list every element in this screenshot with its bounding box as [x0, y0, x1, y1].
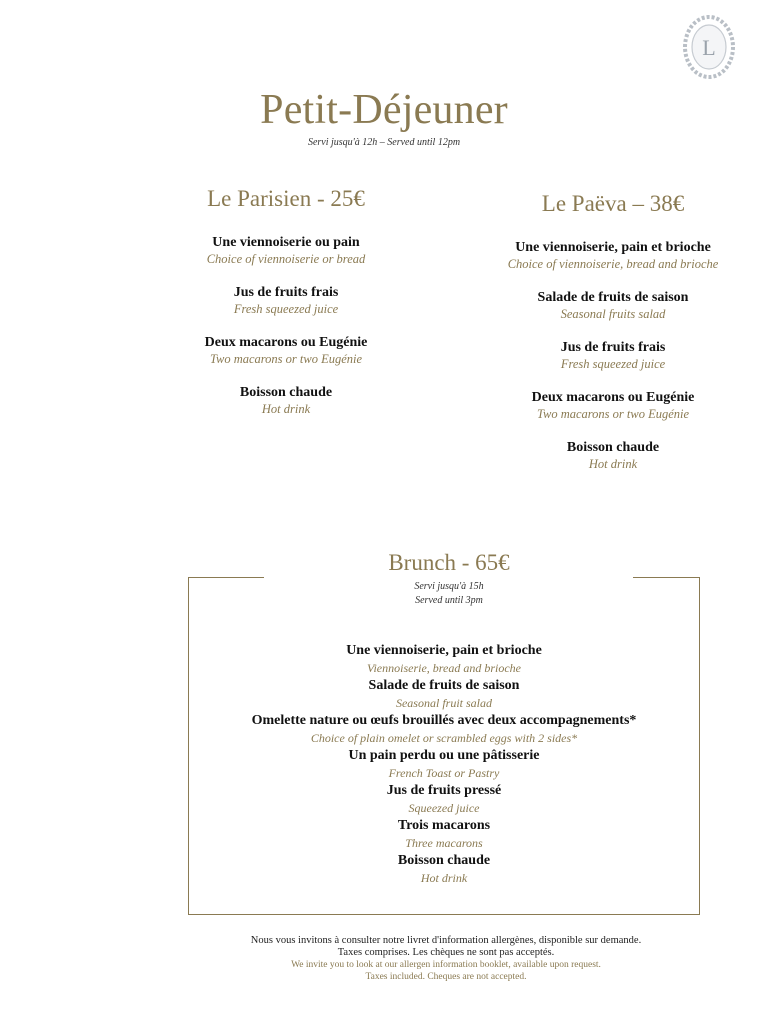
item-name-fr: Salade de fruits de saison — [537, 290, 689, 305]
item-name-fr: Un pain perdu ou une pâtisserie — [348, 748, 540, 763]
page-title: Petit-Déjeuner — [260, 87, 508, 133]
menu-item — [478, 239, 748, 272]
frame-top-line-left — [188, 577, 264, 578]
item-name-fr: Omelette nature ou œufs brouillés avec deux accompagnements* — [251, 713, 637, 728]
item-name-en: Seasonal fruits salad — [560, 307, 666, 321]
brunch-title: Brunch - 65€ — [388, 550, 510, 575]
menu-item — [156, 384, 416, 417]
item-name-fr: Salade de fruits de saison — [368, 678, 520, 693]
item-name-en: Choice of viennoiserie, bread and brioche — [507, 257, 719, 271]
item-name-en: Squeezed juice — [408, 801, 480, 815]
item-name-en: Hot drink — [261, 402, 311, 416]
footer-allergen-en: We invite you to look at our allergen information booklet, available upon request. — [291, 960, 601, 970]
footer-taxes-en: Taxes included. Cheques are not accepted. — [365, 972, 527, 982]
menu-item — [188, 677, 700, 711]
brunch-subtitle-en: Served until 3pm — [415, 595, 483, 606]
item-name-en: Seasonal fruit salad — [395, 696, 492, 710]
item-name-fr: Jus de fruits pressé — [386, 783, 502, 798]
brunch-subtitle — [0, 580, 768, 608]
menu-le-paeva — [478, 191, 748, 489]
menu-item — [478, 289, 748, 322]
menu-item — [188, 817, 700, 851]
menu-item — [156, 334, 416, 367]
item-name-fr: Jus de fruits frais — [233, 285, 339, 300]
brunch-subtitle-fr: Servi jusqu'à 15h — [414, 581, 484, 592]
item-name-en: Two macarons or two Eugénie — [209, 352, 363, 366]
menu-item — [478, 389, 748, 422]
menu-item — [188, 782, 700, 816]
brunch-menu-list — [188, 642, 700, 887]
footer-notice — [100, 935, 768, 983]
item-name-fr: Boisson chaude — [566, 440, 660, 455]
menu-item — [188, 712, 700, 746]
item-name-fr: Une viennoiserie ou pain — [212, 235, 360, 250]
item-name-en: Hot drink — [588, 457, 638, 471]
item-name-fr: Une viennoiserie, pain et brioche — [515, 240, 711, 255]
menu-item — [478, 339, 748, 372]
item-name-en: French Toast or Pastry — [388, 766, 500, 780]
item-name-en: Fresh squeezed juice — [233, 302, 339, 316]
item-name-en: Choice of plain omelet or scrambled eggs with 2 sides* — [310, 731, 578, 745]
menu-item — [478, 439, 748, 472]
item-name-fr: Boisson chaude — [239, 385, 333, 400]
item-name-en: Hot drink — [420, 871, 468, 885]
menu-item — [156, 284, 416, 317]
menu-title: Le Paëva – 38€ — [541, 191, 685, 216]
frame-top-line-right — [633, 577, 699, 578]
item-name-fr: Deux macarons ou Eugénie — [531, 390, 695, 405]
item-name-fr: Trois macarons — [397, 818, 491, 833]
item-name-en: Three macarons — [405, 836, 483, 850]
menu-title: Le Parisien - 25€ — [207, 186, 365, 211]
footer-taxes-fr: Taxes comprises. Les chèques ne sont pas acceptés. — [337, 947, 555, 958]
logo-letter: L — [702, 35, 716, 60]
item-name-fr: Une viennoiserie, pain et brioche — [346, 643, 542, 658]
menu-item — [188, 852, 700, 886]
item-name-en: Viennoiserie, bread and brioche — [367, 661, 521, 675]
footer-allergen-fr: Nous vous invitons à consulter notre livret d'information allergènes, disponible sur demande. — [250, 935, 642, 946]
page-subtitle: Servi jusqu'à 12h – Served until 12pm — [307, 137, 461, 148]
menu-item — [188, 747, 700, 781]
item-name-en: Choice of viennoiserie or bread — [206, 252, 366, 266]
item-name-en: Fresh squeezed juice — [560, 357, 666, 371]
menu-le-parisien — [156, 186, 416, 434]
item-name-fr: Deux macarons ou Eugénie — [204, 335, 368, 350]
item-name-fr: Jus de fruits frais — [560, 340, 666, 355]
laduree-crest-logo — [682, 14, 736, 80]
menu-item — [188, 642, 700, 676]
menu-item — [156, 234, 416, 267]
item-name-fr: Boisson chaude — [397, 853, 491, 868]
item-name-en: Two macarons or two Eugénie — [536, 407, 690, 421]
